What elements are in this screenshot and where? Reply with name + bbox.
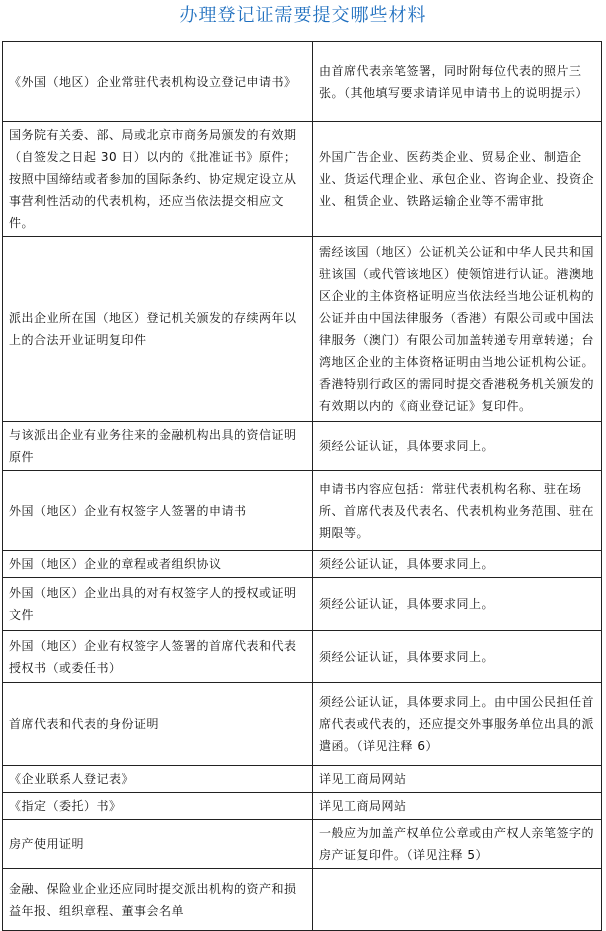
material-note: 申请书内容应包括：常驻代表机构名称、驻在场所、首席代表及代表名、代表机构业务范围、驻在期限等。 [313, 471, 602, 551]
material-item: 金融、保险业企业还应同时提交派出机构的资产和损益年报、组织章程、董事会名单 [3, 869, 313, 931]
page-title: 办理登记证需要提交哪些材料 [179, 5, 427, 26]
material-note: 详见工商局网站 [313, 766, 602, 793]
material-note: 一般应为加盖产权单位公章或由产权人亲笔签字的房产证复印件。（详见注释 5） [313, 820, 602, 869]
table-row [3, 820, 602, 869]
material-note: 需经该国（地区）公证机关公证和中华人民共和国驻该国（或代管该地区）使领馆进行认证。港澳地区企业的主体资格证明应当依法经当地公证机构的公证并由中国法律服务（香港）有限公司或中国法律服务（澳门）有限公司加盖转递专用章转递；台湾地区企业的主体资格证明由当地公证机构公证。香港特别行政区的需同时提交香港税务机关颁发的有效期以内的《商业登记证》复印件。 [313, 237, 602, 422]
material-item: 《指定（委托）书》 [3, 793, 313, 820]
table-row [3, 766, 602, 793]
table-row [3, 631, 602, 683]
material-item: 《企业联系人登记表》 [3, 766, 313, 793]
material-note: 外国广告企业、医药类企业、贸易企业、制造企业、货运代理企业、承包企业、咨询企业、投资企业、租赁企业、铁路运输企业等不需审批 [313, 122, 602, 237]
material-item: 外国（地区）企业有权签字人签署的申请书 [3, 471, 313, 551]
table-row [3, 471, 602, 551]
table-row [3, 422, 602, 471]
material-item: 派出企业所在国（地区）登记机关颁发的存续两年以上的合法开业证明复印件 [3, 237, 313, 422]
material-note: 须经公证认证，具体要求同上。 [313, 551, 602, 578]
material-item: 外国（地区）企业有权签字人签署的首席代表和代表授权书（或委任书） [3, 631, 313, 683]
table-row [3, 793, 602, 820]
table-row [3, 551, 602, 578]
material-note: 由首席代表亲笔签署，同时附每位代表的照片三张。（其他填写要求请详见申请书上的说明提示） [313, 42, 602, 122]
material-note: 须经公证认证，具体要求同上。 [313, 631, 602, 683]
table-row [3, 42, 602, 122]
material-item: 外国（地区）企业出具的对有权签字人的授权或证明文件 [3, 578, 313, 631]
material-note: 详见工商局网站 [313, 793, 602, 820]
material-note: 须经公证认证，具体要求同上。 [313, 578, 602, 631]
material-item: 国务院有关委、部、局或北京市商务局颁发的有效期（自签发之日起 30 日）以内的《批准证书》原件；按照中国缔结或者参加的国际条约、协定规定设立从事营利性活动的代表机构，还应当依法提交相应文件。 [3, 122, 313, 237]
table-row [3, 683, 602, 766]
material-item: 外国（地区）企业的章程或者组织协议 [3, 551, 313, 578]
table-row [3, 578, 602, 631]
material-note: 须经公证认证，具体要求同上。 [313, 422, 602, 471]
material-item: 首席代表和代表的身份证明 [3, 683, 313, 766]
materials-table [2, 41, 602, 931]
material-note: 须经公证认证，具体要求同上。由中国公民担任首席代表或代表的，还应提交外事服务单位出具的派遣函。（详见注释 6） [313, 683, 602, 766]
table-row [3, 869, 602, 931]
material-note [313, 869, 602, 931]
material-item: 《外国（地区）企业常驻代表机构设立登记申请书》 [3, 42, 313, 122]
material-item: 与该派出企业有业务往来的金融机构出具的资信证明原件 [3, 422, 313, 471]
table-row [3, 122, 602, 237]
table-row [3, 237, 602, 422]
material-item: 房产使用证明 [3, 820, 313, 869]
